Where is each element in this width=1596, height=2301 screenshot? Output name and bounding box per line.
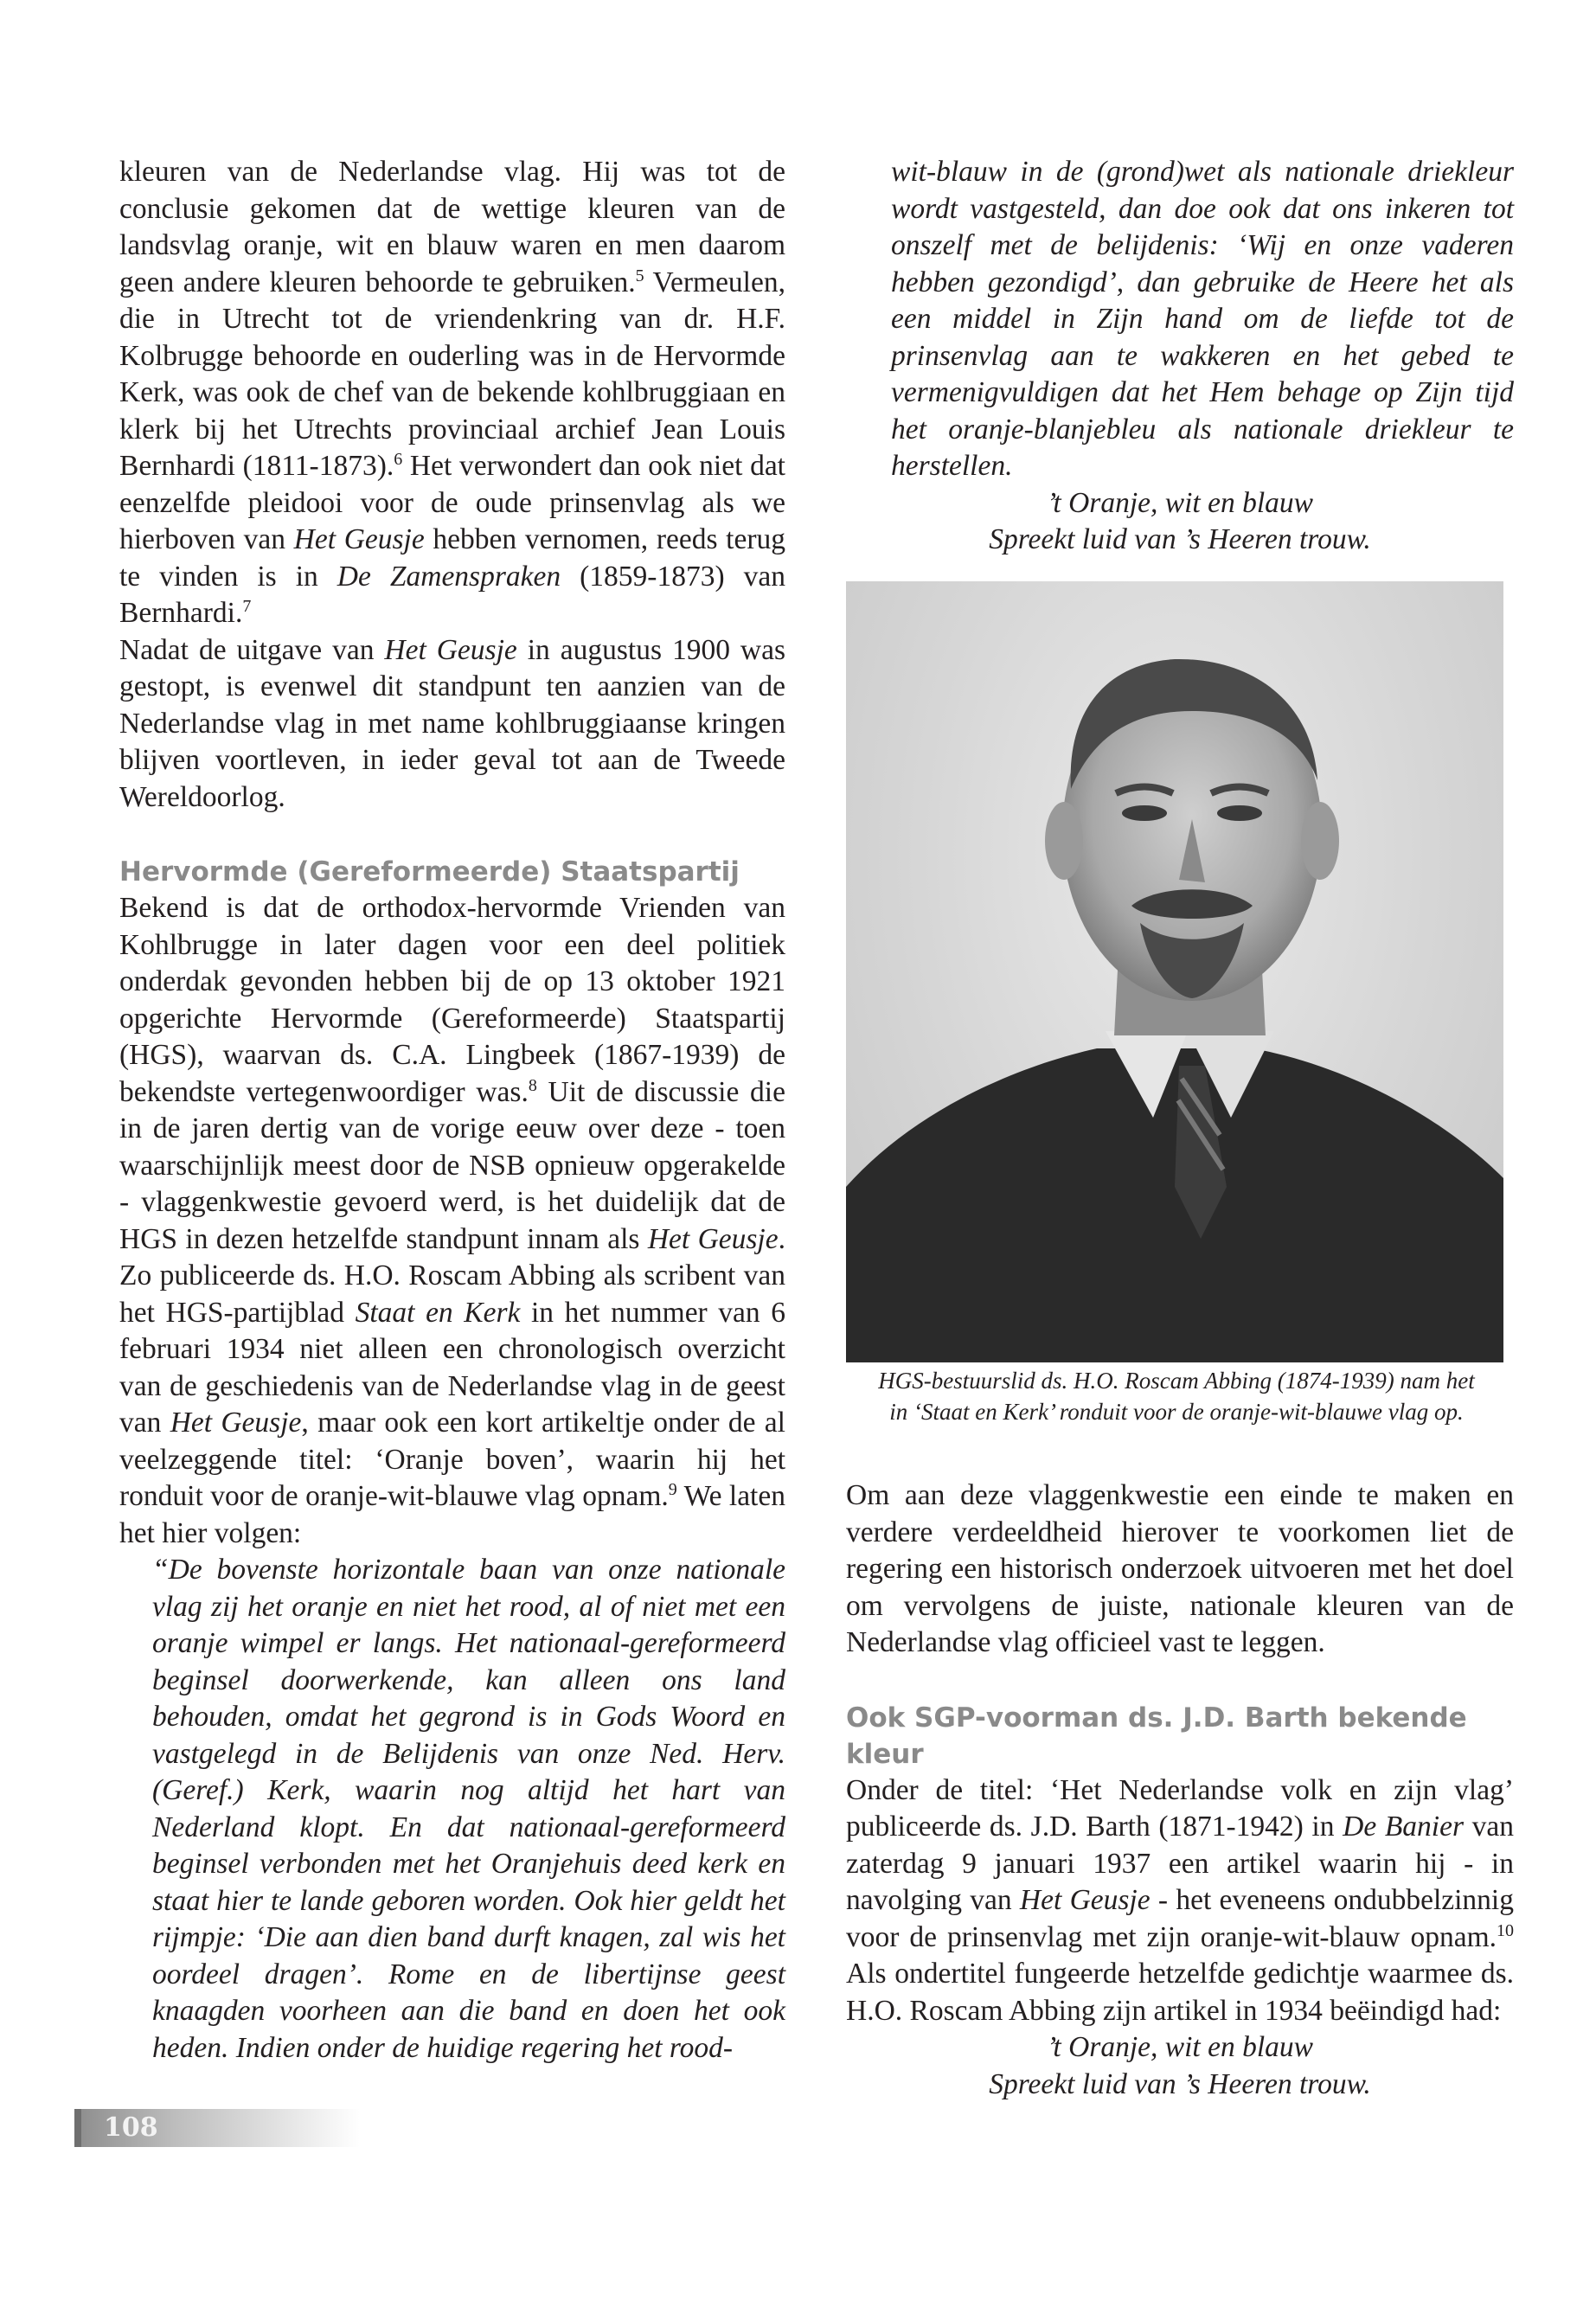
footnote-ref[interactable]: 6 — [394, 449, 403, 469]
page-number-bar — [74, 2109, 360, 2147]
footnote-ref[interactable]: 8 — [528, 1075, 537, 1095]
verse-line: ’t Oranje, wit en blauw — [1046, 2031, 1313, 2063]
right-paragraph-1: Om aan deze vlaggenkwestie een einde te maken en verdere verdeeldheid hierover te voorkomen liet de regering een historisch onderzoek uitvoeren met het doel om vervolgens de juiste, nationale kleuren van de Nederlandse vlag officieel vast te leggen. — [846, 1479, 1514, 1658]
page-number: 108 — [104, 2112, 158, 2143]
right-paragraph-2: Onder de titel: ‘Het Nederlandse volk en zijn vlag’ publiceerde ds. J.D. Barth (1871-1942) in De Banier van zaterdag 9 januari 1937 een artikel waarin hij - in navolging van Het Geusje - het eveneens ondubbelzinnig voor de prinsenvlag met zijn oranje-wit-blauw opnam.$^{10}$ Als ondertitel fungeerde hetzelfde gedichtje waarmee ds. H.O. Roscam Abbing zijn artikel in 1934 beëindigd had: — [846, 1773, 1514, 2027]
verse-line: ’t Oranje, wit en blauw — [1046, 486, 1313, 519]
verse-line: Spreekt luid van ’s Heeren trouw. — [989, 2067, 1371, 2100]
footnote-ref[interactable]: 10 — [1497, 1920, 1514, 1940]
footnote-ref[interactable]: 5 — [635, 266, 644, 285]
page-number-edge — [74, 2109, 81, 2147]
footnote-ref[interactable]: 9 — [668, 1479, 677, 1499]
portrait-illustration — [846, 581, 1503, 1362]
left-paragraph-1: kleuren van de Nederlandse vlag. Hij was tot de conclusie gekomen dat de wettige kleuren van de landsvlag oranje, wit en blauw waren en men daarom geen andere kleuren behoorde te gebruiken.$^5$ Vermeulen, die in Utrecht tot de vriendenkring van dr. H.F. Kolbrugge behoorde en ouderling was in de Hervormde Kerk, was ook de chef van de bekende kohlbruggiaan en klerk bij het Utrechts provinciaal archief Jean Louis Bernhardi (1811-1873).$^6$ Het verwondert dan ook niet dat eenzelfde pleidooi voor de oude prinsenvlag als we hierboven van Het Geusje hebben vernomen, reeds terug te vinden is in De Zamenspraken (1859-1873) van Bernhardi.$^7$ Nadat de uitgave van Het Geusje in augustus 1900 was gestopt, is evenwel dit standpunt ten aanzien van de Nederlandse vlag in met name kohlbruggiaanse kringen blijven voortleven, in ieder geval tot aan de Tweede Wereldoorlog. — [119, 154, 785, 816]
footnote-ref[interactable]: 7 — [242, 596, 252, 616]
right-column-top — [846, 154, 1514, 559]
portrait-photo — [846, 581, 1503, 1362]
verse-line: Spreekt luid van ’s Heeren trouw. — [989, 523, 1371, 555]
right-column-bottom — [846, 1477, 1514, 2103]
section-heading-hgs: Hervormde (Gereformeerde) Staatspartij — [119, 856, 740, 888]
photo-caption: HGS-bestuurslid ds. H.O. Roscam Abbing (1874-1939) nam het in ‘Staat en Kerk’ ronduit voor de oranje-wit-blauwe vlag op. — [878, 1368, 1475, 1425]
left-column — [119, 154, 785, 2067]
left-paragraph-2: Nadat de uitgave van Het Geusje in augustus 1900 was gestopt, is evenwel dit standpunt ten aanzien van de Nederlandse vlag in met name kohlbruggiaanse kringen blijven voortleven, in ieder geval tot aan de Tweede Wereldoorlog. — [119, 633, 785, 813]
section-heading-sgp: Ook SGP-voorman ds. J.D. Barth bekende kleur — [846, 1702, 1467, 1770]
left-paragraph-3: Bekend is dat de orthodox-hervormde Vrienden van Kohlbrugge in later dagen voor een deel politiek onderdak gevonden hebben bij de op 13 oktober 1921 opgerichte Hervormde (Gereformeerde) Staatspartij (HGS), waarvan ds. C.A. Lingbeek (1867-1939) de bekendste vertegenwoordiger was.$^8$ Uit de discussie die in de jaren dertig van de vorige eeuw over deze - toen waarschijnlijk meest door de NSB opnieuw opgerakelde - vlaggenkwestie gevoerd werd, is het duidelijk dat de HGS in dezen hetzelfde standpunt innam als Het Geusje. Zo publiceerde ds. H.O. Roscam Abbing als scribent van het HGS-partijblad Staat en Kerk in het nummer van 6 februari 1934 niet alleen een chronologisch overzicht van de geschiedenis van de Nederlandse vlag in de geest van Het Geusje, maar ook een kort artikeltje onder de al veelzeggende titel: ‘Oranje boven’, waarin hij het ronduit voor de oranje-wit-blauwe vlag opnam.$^9$ We laten het hier volgen: — [119, 892, 785, 1549]
block-quote-right: wit-blauw in de (grond)wet als nationale driekleur wordt vastgesteld, dan doe ook dat ons inkeren tot onszelf met de belijdenis: ‘Wij en onze vaderen hebben gezondigd’, dan gebruike de Heere het als een middel in Zijn hand om de liefde tot de prinsenvlag aan te wakkeren en het gebed te vermenigvuldigen dat het Hem behage op Zijn tijd het oranje-blanjebleu als nationale driekleur te herstellen. — [891, 156, 1514, 482]
block-quote-left: “De bovenste horizontale baan van onze nationale vlag zij het oranje en niet het rood, al of niet met een oranje wimpel er langs. Het nationaal-gereformeerd beginsel doorwerkende, kan alleen ons land behouden, omdat het gegrond is in Gods Woord en vastgelegd in de Belijdenis van onze Ned. Herv. (Geref.) Kerk, waarin nog altijd het hart van Nederland klopt. En dat nationaal-gereformeerd beginsel verbonden met het Oranjehuis deed kerk en staat hier te lande geboren worden. Ook hier geldt het rijmpje: ‘Die aan dien band durft knagen, zal wis het oordeel dragen’. Rome en de libertijnse geest knaagden voorheen aan die band en doen het ook heden. Indien onder de huidige regering het rood- — [152, 1554, 785, 2064]
